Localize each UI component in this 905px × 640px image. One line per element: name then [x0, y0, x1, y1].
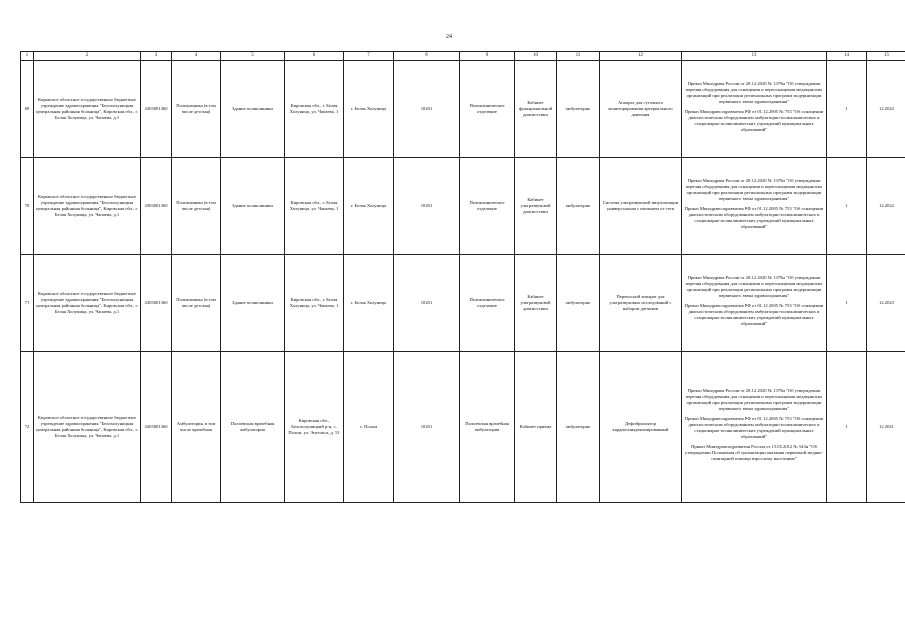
column-header: 14 [827, 52, 867, 61]
oktmo-cell: 10201 [394, 158, 460, 255]
column-header: 9 [460, 52, 515, 61]
equipment-table [20, 51, 905, 503]
care-type-cell: амбулаторно [557, 255, 600, 352]
equipment-cell: Дефибриллятор кардиосинхронизированный [600, 352, 682, 503]
quantity-cell: 1 [827, 352, 867, 503]
header-row [21, 52, 905, 61]
care-type-cell: амбулаторно [557, 61, 600, 158]
locality-cell: г. Белая Холуница [344, 61, 394, 158]
room-cell: Кабинет ультразвуковой диагностики [515, 158, 557, 255]
department-cell: Поликлиническое отделение [460, 158, 515, 255]
unit-cell: Амбулатория, в том числе врачебная [172, 352, 221, 503]
column-header: 13 [682, 52, 827, 61]
date-cell: 12.2021 [867, 352, 905, 503]
organization-cell: Кировское областное государственное бюджетное учреждение здравоохранения "Белохолуницкая центральная районная больница", Кировская обл., г. Белая Холуница, ул. Чапаева, д.1 [34, 255, 141, 352]
organization-cell: Кировское областное государственное бюджетное учреждение здравоохранения "Белохолуницкая центральная районная больница", Кировская обл., г. Белая Холуница, ул. Чапаева, д.1 [34, 158, 141, 255]
column-header: 1 [21, 52, 34, 61]
oktmo-cell: 10201 [394, 255, 460, 352]
column-header: 10 [515, 52, 557, 61]
table-row [21, 158, 905, 255]
page-number: 24 [446, 34, 452, 40]
room-cell: Кабинет функциональной диагностики [515, 61, 557, 158]
equipment-cell: Система ультразвуковой визуализации универсальная с питанием от сети [600, 158, 682, 255]
quantity-cell: 1 [827, 255, 867, 352]
column-header: 6 [285, 52, 344, 61]
building-cell: Здание поликлиники [221, 255, 285, 352]
address-cell: Кировская обл., г. Белая Холуница, ул. Чапаева, 1 [285, 255, 344, 352]
legal-basis-paragraph: Приказ Минздрава России от 28.12.2020 № 1379н "Об утверждении перечня оборудования для оснащения и переоснащения медицинских организаций при реализации региональных программ модернизации первичного звена здравоохранения" [685, 178, 823, 202]
oktmo-cell: 10201 [394, 61, 460, 158]
date-cell: 12.2023 [867, 255, 905, 352]
column-header: 15 [867, 52, 905, 61]
code-cell: 4303001360 [141, 255, 172, 352]
basis-cell [682, 352, 827, 503]
column-header: 7 [344, 52, 394, 61]
department-cell: Поликлиническое отделение [460, 255, 515, 352]
quantity-cell: 1 [827, 61, 867, 158]
code-cell: 4303001360 [141, 352, 172, 503]
column-header: 8 [394, 52, 460, 61]
column-header: 4 [172, 52, 221, 61]
locality-cell: с. Полом [344, 352, 394, 503]
locality-cell: г. Белая Холуница [344, 255, 394, 352]
row-number: 69 [21, 61, 34, 158]
legal-basis-paragraph: Приказ Минздрава России от 28.12.2020 № 1379н "Об утверждении перечня оборудования для оснащения и переоснащения медицинских организаций при реализации региональных программ модернизации первичного звена здравоохранения" [685, 275, 823, 299]
date-cell: 12.2022 [867, 61, 905, 158]
address-cell: Кировская обл., г. Белая Холуница, ул. Чапаева, 1 [285, 158, 344, 255]
unit-cell: Поликлиника (в том числе детская) [172, 61, 221, 158]
equipment-cell: Аппарат для суточного мониторирования артериального давления [600, 61, 682, 158]
room-cell: Кабинет приема [515, 352, 557, 503]
legal-basis-paragraph: Приказ Минздрава России от 28.12.2020 № 1379н "Об утверждении перечня оборудования для оснащения и переоснащения медицинских организаций при реализации региональных программ модернизации первичного звена здравоохранения" [685, 388, 823, 412]
care-type-cell: амбулаторно [557, 158, 600, 255]
table-row [21, 61, 905, 158]
organization-cell: Кировское областное государственное бюджетное учреждение здравоохранения "Белохолуницкая центральная районная больница", Кировская обл., г. Белая Холуница, ул. Чапаева, д.1 [34, 352, 141, 503]
code-cell: 4303001360 [141, 158, 172, 255]
legal-basis-paragraph: Приказ Минздравсоцразвития РФ от 01.12.2005 № 753 "Об оснащении диагностическим оборудованием амбулаторно-поликлинических и стационарно-поликлинических учреждений муниципальных образований" [684, 416, 824, 439]
unit-cell: Поликлиника (в том числе детская) [172, 255, 221, 352]
column-header: 11 [557, 52, 600, 61]
quantity-cell: 1 [827, 158, 867, 255]
column-header: 12 [600, 52, 682, 61]
table-row [21, 352, 905, 503]
unit-cell: Поликлиника (в том числе детская) [172, 158, 221, 255]
column-header: 3 [141, 52, 172, 61]
address-cell: Кировская обл., Белохолуницкий р-н, с. Полом, ул. Энгельса, д. 51 [285, 352, 344, 503]
legal-basis-paragraph: Приказ Минздравсоцразвития РФ от 01.12.2005 № 753 "Об оснащении диагностическим оборудованием амбулаторно-поликлинических и стационарно-поликлинических учреждений муниципальных образований" [684, 109, 824, 132]
building-cell: Полоевская врачебная амбулатория [221, 352, 285, 503]
care-type-cell: амбулаторно [557, 352, 600, 503]
legal-basis-paragraph: Приказ Минздрава России от 28.12.2020 № 1379н "Об утверждении перечня оборудования для оснащения и переоснащения медицинских организаций при реализации региональных программ модернизации первичного звена здравоохранения" [685, 81, 823, 105]
address-cell: Кировская обл., г. Белая Холуница, ул. Чапаева, 1 [285, 61, 344, 158]
row-number: 71 [21, 255, 34, 352]
legal-basis-paragraph: Приказ Минздравсоцразвития РФ от 01.12.2005 № 753 "Об оснащении диагностическим оборудованием амбулаторно-поликлинических и стационарно-поликлинических учреждений муниципальных образований" [684, 206, 824, 229]
basis-cell [682, 158, 827, 255]
oktmo-cell: 10201 [394, 352, 460, 503]
organization-cell: Кировское областное государственное бюджетное учреждение здравоохранения "Белохолуницкая центральная районная больница", Кировская обл., г. Белая Холуница, ул. Чапаева, д.1 [34, 61, 141, 158]
legal-basis-paragraph: Приказ Минздравсоцразвития России от 15.05.2012 № 543н "Об утверждении Положения об организации оказания первичной медико-санитарной помощи взрослому населению" [685, 443, 823, 461]
room-cell: Кабинет ультразвуковой диагностики [515, 255, 557, 352]
row-number: 70 [21, 158, 34, 255]
equipment-cell: Переносной аппарат для ультразвуковых исследований с набором датчиков [600, 255, 682, 352]
column-header: 2 [34, 52, 141, 61]
table-row [21, 255, 905, 352]
row-number: 72 [21, 352, 34, 503]
department-cell: Поликлиническое отделение [460, 61, 515, 158]
basis-cell [682, 61, 827, 158]
locality-cell: г. Белая Холуница [344, 158, 394, 255]
department-cell: Полоевская врачебная амбулатория [460, 352, 515, 503]
building-cell: Здание поликлиники [221, 61, 285, 158]
basis-cell [682, 255, 827, 352]
code-cell: 4303001360 [141, 61, 172, 158]
date-cell: 12.2022 [867, 158, 905, 255]
legal-basis-paragraph: Приказ Минздравсоцразвития РФ от 01.12.2005 № 753 "Об оснащении диагностическим оборудованием амбулаторно-поликлинических и стационарно-поликлинических учреждений муниципальных образований" [684, 303, 824, 326]
column-header: 5 [221, 52, 285, 61]
building-cell: Здание поликлиники [221, 158, 285, 255]
